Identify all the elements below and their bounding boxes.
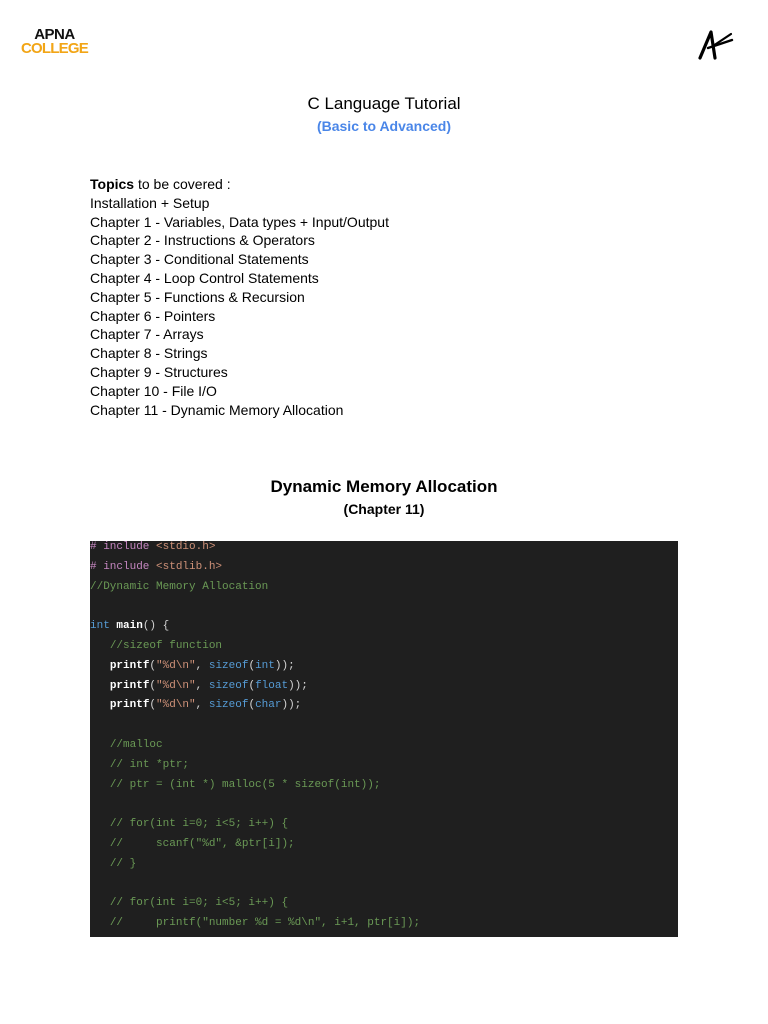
topic-item: Chapter 3 - Conditional Statements xyxy=(90,251,309,268)
code-line xyxy=(90,541,678,561)
topics-heading xyxy=(90,175,389,194)
topic-item: Chapter 1 - Variables, Data types + Input/Output xyxy=(90,213,389,230)
code-line xyxy=(90,917,678,937)
code-token: ( xyxy=(149,679,157,692)
apna-college-monogram-icon xyxy=(698,28,734,62)
code-token: () { xyxy=(142,620,170,633)
code-token: //malloc xyxy=(109,738,163,751)
code-token xyxy=(90,759,110,771)
code-token: int xyxy=(255,659,275,672)
code-token: // } xyxy=(109,857,137,870)
code-token: ( xyxy=(248,679,256,692)
code-line xyxy=(90,798,678,818)
code-token: printf xyxy=(109,699,150,712)
code-token: float xyxy=(255,679,289,692)
code-token: sizeof xyxy=(208,699,249,712)
code-line xyxy=(90,561,678,581)
topic-item: Chapter 11 - Dynamic Memory Allocation xyxy=(90,401,344,418)
code-token: "%d\n" xyxy=(156,679,196,692)
code-line xyxy=(90,699,678,719)
code-token xyxy=(90,680,110,692)
code-token: //sizeof function xyxy=(109,639,223,652)
apna-college-logo xyxy=(21,28,88,56)
code-line xyxy=(90,719,678,739)
code-token: , xyxy=(195,699,209,712)
code-token xyxy=(90,779,110,791)
logo-text-bottom: COLLEGE xyxy=(21,40,88,57)
topic-item: Installation + Setup xyxy=(90,194,210,211)
code-token: <stdio.h> xyxy=(156,541,216,553)
code-line xyxy=(90,600,678,620)
code-token: )); xyxy=(274,659,295,672)
logo-text-top: APNA xyxy=(34,26,75,43)
code-token xyxy=(90,838,110,850)
code-line xyxy=(90,878,678,898)
code-token xyxy=(90,917,110,929)
document-subtitle: (Basic to Advanced) xyxy=(316,118,452,134)
code-token: // scanf("%d", &ptr[i]); xyxy=(109,837,295,850)
topic-item: Chapter 8 - Strings xyxy=(90,345,208,362)
code-token: sizeof xyxy=(208,679,249,692)
code-line xyxy=(90,897,678,917)
code-line xyxy=(90,858,678,878)
code-token: // for(int i=0; i<5; i++) { xyxy=(109,818,289,831)
code-token xyxy=(90,858,110,870)
code-token: sizeof xyxy=(208,659,249,672)
code-line xyxy=(90,739,678,759)
topics-lead-bold: Topics xyxy=(90,176,135,192)
code-token xyxy=(90,739,110,751)
code-token: int xyxy=(90,620,110,633)
code-token: "%d\n" xyxy=(156,659,196,672)
code-line xyxy=(90,581,678,601)
topics-list xyxy=(90,175,389,419)
code-token: // ptr = (int *) malloc(5 * sizeof(int)); xyxy=(109,778,381,791)
code-line xyxy=(90,660,678,680)
code-token xyxy=(90,640,110,652)
code-token xyxy=(90,818,110,830)
code-block xyxy=(90,541,678,937)
code-token: printf xyxy=(109,659,150,672)
code-token: // for(int i=0; i<5; i++) { xyxy=(109,897,289,910)
section-title: Dynamic Memory Allocation xyxy=(270,477,498,496)
code-token: //Dynamic Memory Allocation xyxy=(90,580,269,593)
code-token xyxy=(90,897,110,909)
code-token xyxy=(90,660,110,672)
code-token: ( xyxy=(149,699,157,712)
topic-item: Chapter 9 - Structures xyxy=(90,363,228,380)
code-line xyxy=(90,838,678,858)
code-token: main xyxy=(116,620,143,633)
code-token: ( xyxy=(248,699,256,712)
code-line xyxy=(90,680,678,700)
code-token: # include xyxy=(90,560,157,573)
code-line xyxy=(90,620,678,640)
document-title: C Language Tutorial xyxy=(307,94,461,113)
code-line xyxy=(90,818,678,838)
code-line xyxy=(90,640,678,660)
code-token: )); xyxy=(288,679,308,692)
topic-item: Chapter 10 - File I/O xyxy=(90,382,217,399)
code-token: // int *ptr; xyxy=(109,758,190,771)
topic-item: Chapter 5 - Functions & Recursion xyxy=(90,288,305,305)
code-token: printf xyxy=(109,679,150,692)
code-token: )); xyxy=(281,699,302,712)
code-token: , xyxy=(195,659,209,672)
code-token: ( xyxy=(248,659,256,672)
code-line xyxy=(90,759,678,779)
code-token: # include xyxy=(90,541,157,553)
code-token: char xyxy=(255,699,282,712)
code-token: <stdlib.h> xyxy=(156,560,223,573)
topics-lead-rest: to be covered : xyxy=(134,176,231,192)
topic-item: Chapter 2 - Instructions & Operators xyxy=(90,232,315,249)
topic-item: Chapter 7 - Arrays xyxy=(90,326,204,343)
topic-item: Chapter 4 - Loop Control Statements xyxy=(90,269,319,286)
topic-item: Chapter 6 - Pointers xyxy=(90,307,216,324)
section-subtitle: (Chapter 11) xyxy=(343,501,425,517)
code-token: ( xyxy=(149,659,157,672)
code-token: // printf("number %d = %d\n", i+1, ptr[i]); xyxy=(109,917,421,930)
code-token xyxy=(90,699,110,711)
code-line xyxy=(90,779,678,799)
code-token: "%d\n" xyxy=(156,699,196,712)
code-token: , xyxy=(195,679,209,692)
